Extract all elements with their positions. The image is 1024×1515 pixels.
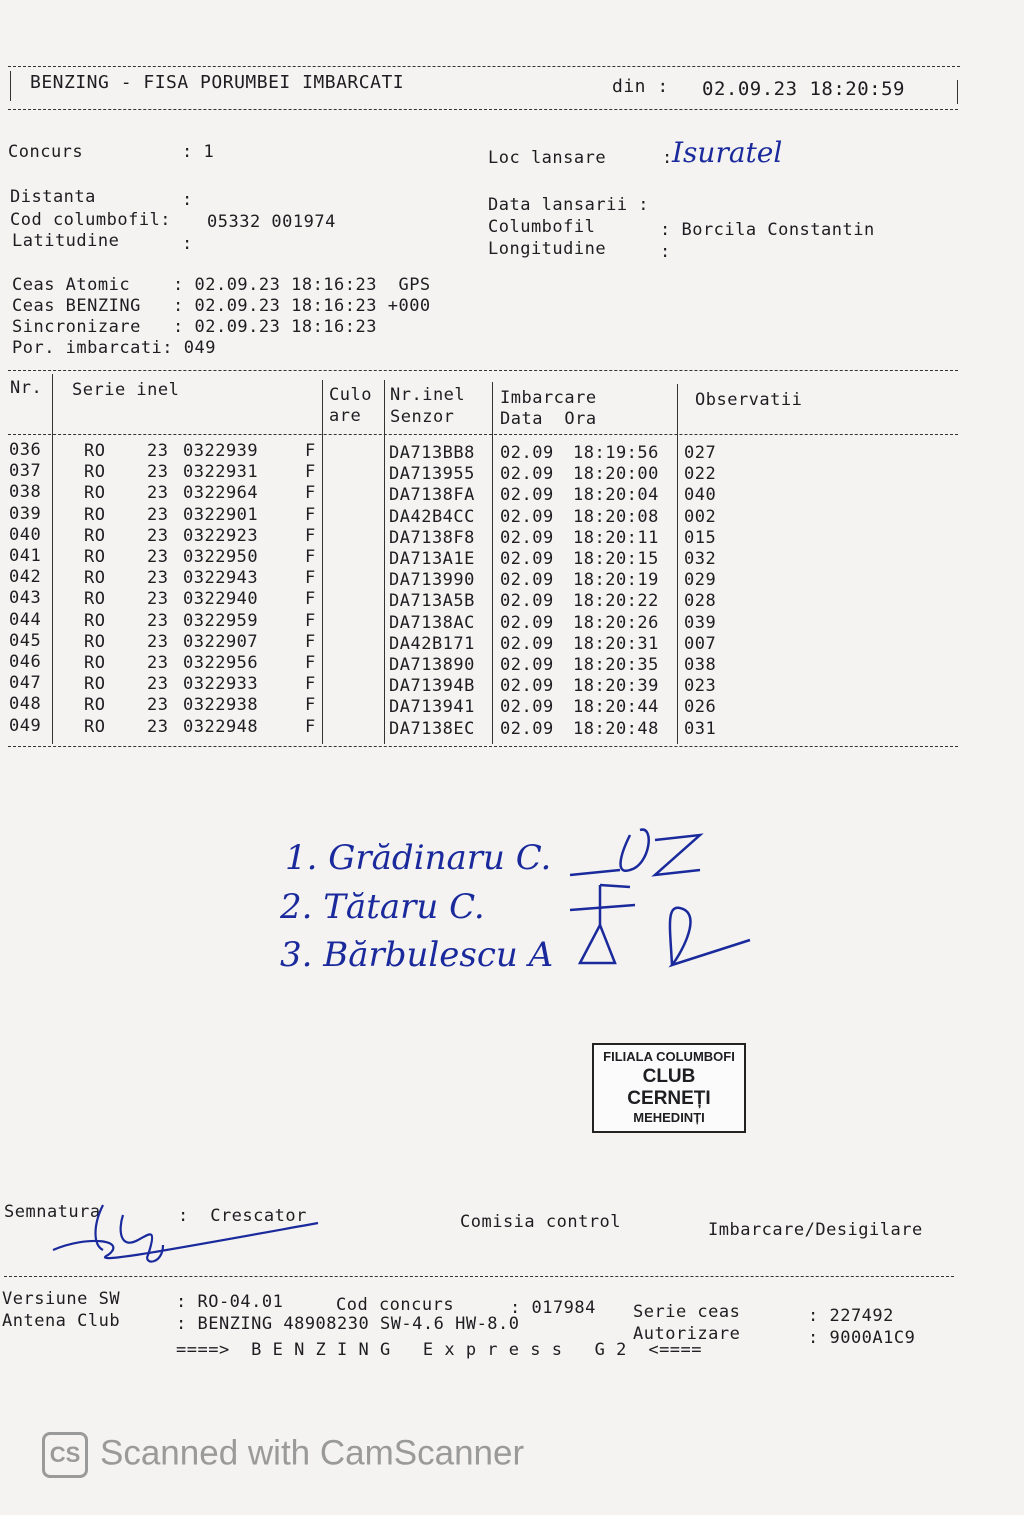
row-data: 02.09 <box>500 612 554 633</box>
header-bottom-rule <box>8 109 958 110</box>
row-ora: 18:20:48 <box>573 718 659 739</box>
row-nr: 043 <box>9 588 42 609</box>
table-row <box>0 716 1024 737</box>
table-row <box>0 567 1024 591</box>
row-obs: 002 <box>684 506 717 527</box>
row-tara: RO <box>84 589 106 610</box>
versiune-sw-label: Versiune SW <box>2 1289 121 1309</box>
row-obs: 032 <box>684 549 717 569</box>
col-header-serie: Serie inel <box>72 380 180 400</box>
row-ora: 18:20:22 <box>573 591 659 612</box>
handwritten-line-2: 2. Tătaru C. <box>280 887 485 927</box>
row-sex: F <box>305 674 316 695</box>
row-tara: RO <box>84 631 106 652</box>
header-right-bar <box>957 80 958 104</box>
row-senzor: DA713955 <box>389 464 475 485</box>
row-nr: 037 <box>9 461 42 482</box>
col-header-observatii: Observatii <box>695 390 803 410</box>
row-data: 02.09 <box>500 697 554 718</box>
row-obs: 007 <box>684 633 717 654</box>
ceas-atomic: Ceas Atomic : 02.09.23 18:16:23 GPS <box>12 275 431 295</box>
table-row <box>0 610 1024 631</box>
row-nr: 036 <box>9 440 42 460</box>
table-row <box>0 588 1024 612</box>
serie-ceas-label: Serie ceas <box>633 1302 741 1322</box>
table-row <box>0 673 1024 697</box>
row-an: 23 <box>147 547 169 567</box>
table-top-rule <box>8 370 958 371</box>
row-obs: 026 <box>684 697 717 718</box>
stamp-line-4: MEHEDINȚI <box>633 1110 705 1125</box>
row-senzor: DA713A5B <box>389 591 475 612</box>
table-row <box>0 440 1024 461</box>
row-sex: F <box>305 589 316 610</box>
row-ora: 18:20:15 <box>573 549 659 569</box>
row-serie: 0322940 <box>183 589 259 610</box>
table-row <box>0 631 1024 652</box>
row-sex: F <box>305 525 316 546</box>
row-obs: 028 <box>684 591 717 612</box>
row-ora: 18:20:35 <box>573 655 659 675</box>
row-tara: RO <box>84 695 106 716</box>
row-obs: 038 <box>684 655 717 675</box>
longitudine-value: : <box>660 242 671 262</box>
row-an: 23 <box>147 462 169 483</box>
row-senzor: DA42B171 <box>389 633 475 654</box>
por-imbarcati: Por. imbarcati: 049 <box>12 338 216 358</box>
row-sex: F <box>305 610 316 631</box>
row-serie: 0322956 <box>183 653 259 673</box>
autorizare-value: : 9000A1C9 <box>808 1328 916 1348</box>
row-tara: RO <box>84 441 106 461</box>
row-sex: F <box>305 716 316 737</box>
stamp-line-2: CLUB <box>642 1066 696 1087</box>
footer-top-rule <box>4 1276 954 1277</box>
row-ora: 18:20:08 <box>573 506 659 527</box>
row-senzor: DA713941 <box>389 697 475 718</box>
row-tara: RO <box>84 568 106 589</box>
row-an: 23 <box>147 610 169 631</box>
row-obs: 039 <box>684 612 717 633</box>
row-an: 23 <box>147 483 169 504</box>
row-senzor: DA7138EC <box>389 718 475 739</box>
row-ora: 18:20:31 <box>573 633 659 654</box>
row-an: 23 <box>147 568 169 589</box>
row-an: 23 <box>147 504 169 525</box>
row-serie: 0322964 <box>183 483 259 504</box>
table-row <box>0 694 1024 718</box>
row-ora: 18:20:00 <box>573 464 659 485</box>
row-tara: RO <box>84 674 106 695</box>
camscanner-text: Scanned with CamScanner <box>100 1433 525 1473</box>
handwritten-signatures <box>560 815 780 985</box>
row-serie: 0322959 <box>183 610 259 631</box>
row-ora: 18:20:04 <box>573 485 659 506</box>
row-nr: 041 <box>9 546 42 566</box>
row-an: 23 <box>147 525 169 546</box>
comisia-control-label: Comisia control <box>460 1212 622 1232</box>
row-nr: 049 <box>9 715 42 736</box>
loc-lansare-label: Loc lansare <box>488 148 607 168</box>
row-senzor: DA71394B <box>389 676 475 697</box>
row-senzor: DA713890 <box>389 655 475 675</box>
row-senzor: DA7138F8 <box>389 527 475 548</box>
row-sex: F <box>305 441 316 461</box>
row-tara: RO <box>84 462 106 483</box>
row-ora: 18:20:26 <box>573 612 659 633</box>
row-nr: 042 <box>9 567 42 588</box>
row-data: 02.09 <box>500 655 554 675</box>
camscanner-logo-icon: CS <box>42 1432 88 1478</box>
row-nr: 040 <box>9 524 42 545</box>
table-row <box>0 504 1024 525</box>
row-obs: 031 <box>684 718 717 739</box>
row-sex: F <box>305 504 316 525</box>
row-obs: 015 <box>684 527 717 548</box>
row-tara: RO <box>84 483 106 504</box>
stamp-line-1: FILIALA COLUMBOFI <box>603 1049 735 1064</box>
row-sex: F <box>305 653 316 673</box>
distanta-label: Distanta <box>10 187 96 207</box>
row-an: 23 <box>147 631 169 652</box>
row-tara: RO <box>84 610 106 631</box>
row-serie: 0322948 <box>183 716 259 737</box>
concurs-label: Concurs <box>8 142 84 162</box>
din-value: 02.09.23 18:20:59 <box>702 78 905 100</box>
col-header-culoare-1: Culo <box>329 385 372 405</box>
longitudine-label: Longitudine <box>488 239 607 259</box>
row-tara: RO <box>84 504 106 525</box>
handwritten-line-1: 1. Grădinaru C. <box>285 838 552 878</box>
row-nr: 047 <box>9 673 42 694</box>
cod-concurs-value: : 017984 <box>510 1298 596 1318</box>
row-an: 23 <box>147 695 169 716</box>
row-serie: 0322943 <box>183 568 259 589</box>
row-data: 02.09 <box>500 506 554 527</box>
club-stamp <box>592 1043 746 1133</box>
row-serie: 0322901 <box>183 504 259 525</box>
row-an: 23 <box>147 653 169 673</box>
row-senzor: DA713A1E <box>389 549 475 569</box>
concurs-value: : 1 <box>182 142 215 162</box>
row-senzor: DA713990 <box>389 570 475 591</box>
data-lansarii-label: Data lansarii : <box>488 195 650 215</box>
row-ora: 18:20:44 <box>573 697 659 718</box>
row-serie: 0322907 <box>183 631 259 652</box>
table-row <box>0 546 1024 567</box>
row-serie: 0322938 <box>183 695 259 716</box>
row-nr: 045 <box>9 630 42 651</box>
latitudine-label: Latitudine <box>12 231 120 251</box>
row-data: 02.09 <box>500 676 554 697</box>
imbarcare-desigilare-label: Imbarcare/Desigilare <box>708 1220 923 1240</box>
col-header-imbarcare-1: Imbarcare <box>500 388 597 408</box>
row-senzor: DA713BB8 <box>389 443 475 463</box>
table-row <box>0 525 1024 546</box>
row-data: 02.09 <box>500 527 554 548</box>
row-sex: F <box>305 568 316 589</box>
row-senzor: DA42B4CC <box>389 506 475 527</box>
cod-columbofil-value: 05332 001974 <box>207 212 336 232</box>
header-left-bar <box>10 71 11 101</box>
stamp-line-3: CERNEȚI <box>627 1088 711 1109</box>
row-sex: F <box>305 483 316 504</box>
row-tara: RO <box>84 547 106 567</box>
table-row <box>0 461 1024 485</box>
ceas-benzing: Ceas BENZING : 02.09.23 18:16:23 +000 <box>12 296 431 316</box>
row-serie: 0322923 <box>183 525 259 546</box>
row-sex: F <box>305 547 316 567</box>
cod-columbofil-label: Cod columbofil: <box>10 210 172 230</box>
loc-lansare-colon: : <box>662 148 673 168</box>
columbofil-label: Columbofil <box>488 217 596 237</box>
latitudine-value: : <box>182 234 193 254</box>
table-bottom-rule <box>8 746 958 747</box>
din-label: din : <box>612 76 669 97</box>
row-an: 23 <box>147 441 169 461</box>
row-obs: 040 <box>684 485 717 506</box>
benzing-banner: ====> B E N Z I N G E x p r e s s G 2 <==== <box>176 1340 703 1360</box>
serie-ceas-value: : 227492 <box>808 1306 894 1326</box>
sincronizare: Sincronizare : 02.09.23 18:16:23 <box>12 317 377 337</box>
row-data: 02.09 <box>500 549 554 569</box>
row-nr: 038 <box>9 482 42 503</box>
col-header-nrinel-1: Nr.inel <box>390 385 466 405</box>
table-row <box>0 482 1024 506</box>
loc-lansare-handwritten: Isuratel <box>672 136 783 169</box>
versiune-sw-value: : RO-04.01 <box>176 1292 284 1312</box>
columbofil-value: : Borcila Constantin <box>660 220 875 240</box>
row-obs: 029 <box>684 570 717 591</box>
row-serie: 0322939 <box>183 441 259 461</box>
row-ora: 18:20:19 <box>573 570 659 591</box>
antena-club-value: : BENZING 48908230 SW-4.6 HW-8.0 <box>176 1314 520 1334</box>
row-serie: 0322931 <box>183 462 259 483</box>
row-nr: 039 <box>9 503 42 524</box>
row-nr: 046 <box>9 652 42 672</box>
camscanner-watermark <box>42 1432 524 1478</box>
document-title: BENZING - FISA PORUMBEI IMBARCATI <box>30 72 405 93</box>
autorizare-label: Autorizare <box>633 1324 741 1344</box>
row-senzor: DA7138AC <box>389 612 475 633</box>
row-sex: F <box>305 462 316 483</box>
table-row <box>0 652 1024 673</box>
col-header-nrinel-2: Senzor <box>390 407 455 427</box>
row-ora: 18:20:39 <box>573 676 659 697</box>
row-ora: 18:20:11 <box>573 527 659 548</box>
antena-club-label: Antena Club <box>2 1311 121 1331</box>
col-header-imbarcare-2: Data Ora <box>500 409 597 429</box>
semnatura-label: Semnatura <box>4 1202 101 1222</box>
row-an: 23 <box>147 589 169 610</box>
row-senzor: DA7138FA <box>389 485 475 506</box>
row-tara: RO <box>84 525 106 546</box>
handwritten-line-3: 3. Bărbulescu A <box>280 935 554 975</box>
col-header-nr: Nr. <box>10 378 43 398</box>
row-data: 02.09 <box>500 718 554 739</box>
row-data: 02.09 <box>500 464 554 485</box>
col-header-culoare-2: are <box>329 406 362 426</box>
header-top-rule <box>8 66 960 67</box>
table-header-rule <box>8 434 958 435</box>
cod-concurs-label: Cod concurs <box>336 1295 455 1315</box>
row-tara: RO <box>84 653 106 673</box>
row-obs: 022 <box>684 464 717 485</box>
row-data: 02.09 <box>500 443 554 463</box>
row-obs: 027 <box>684 443 717 463</box>
row-an: 23 <box>147 716 169 737</box>
row-tara: RO <box>84 716 106 737</box>
row-sex: F <box>305 631 316 652</box>
row-serie: 0322950 <box>183 547 259 567</box>
row-data: 02.09 <box>500 591 554 612</box>
row-nr: 048 <box>9 694 42 715</box>
row-ora: 18:19:56 <box>573 443 659 463</box>
distanta-value: : <box>182 190 193 210</box>
crescator-label: : Crescator <box>178 1206 307 1226</box>
row-data: 02.09 <box>500 633 554 654</box>
row-obs: 023 <box>684 676 717 697</box>
row-an: 23 <box>147 674 169 695</box>
row-serie: 0322933 <box>183 674 259 695</box>
row-data: 02.09 <box>500 485 554 506</box>
row-data: 02.09 <box>500 570 554 591</box>
row-sex: F <box>305 695 316 716</box>
row-nr: 044 <box>9 609 42 630</box>
